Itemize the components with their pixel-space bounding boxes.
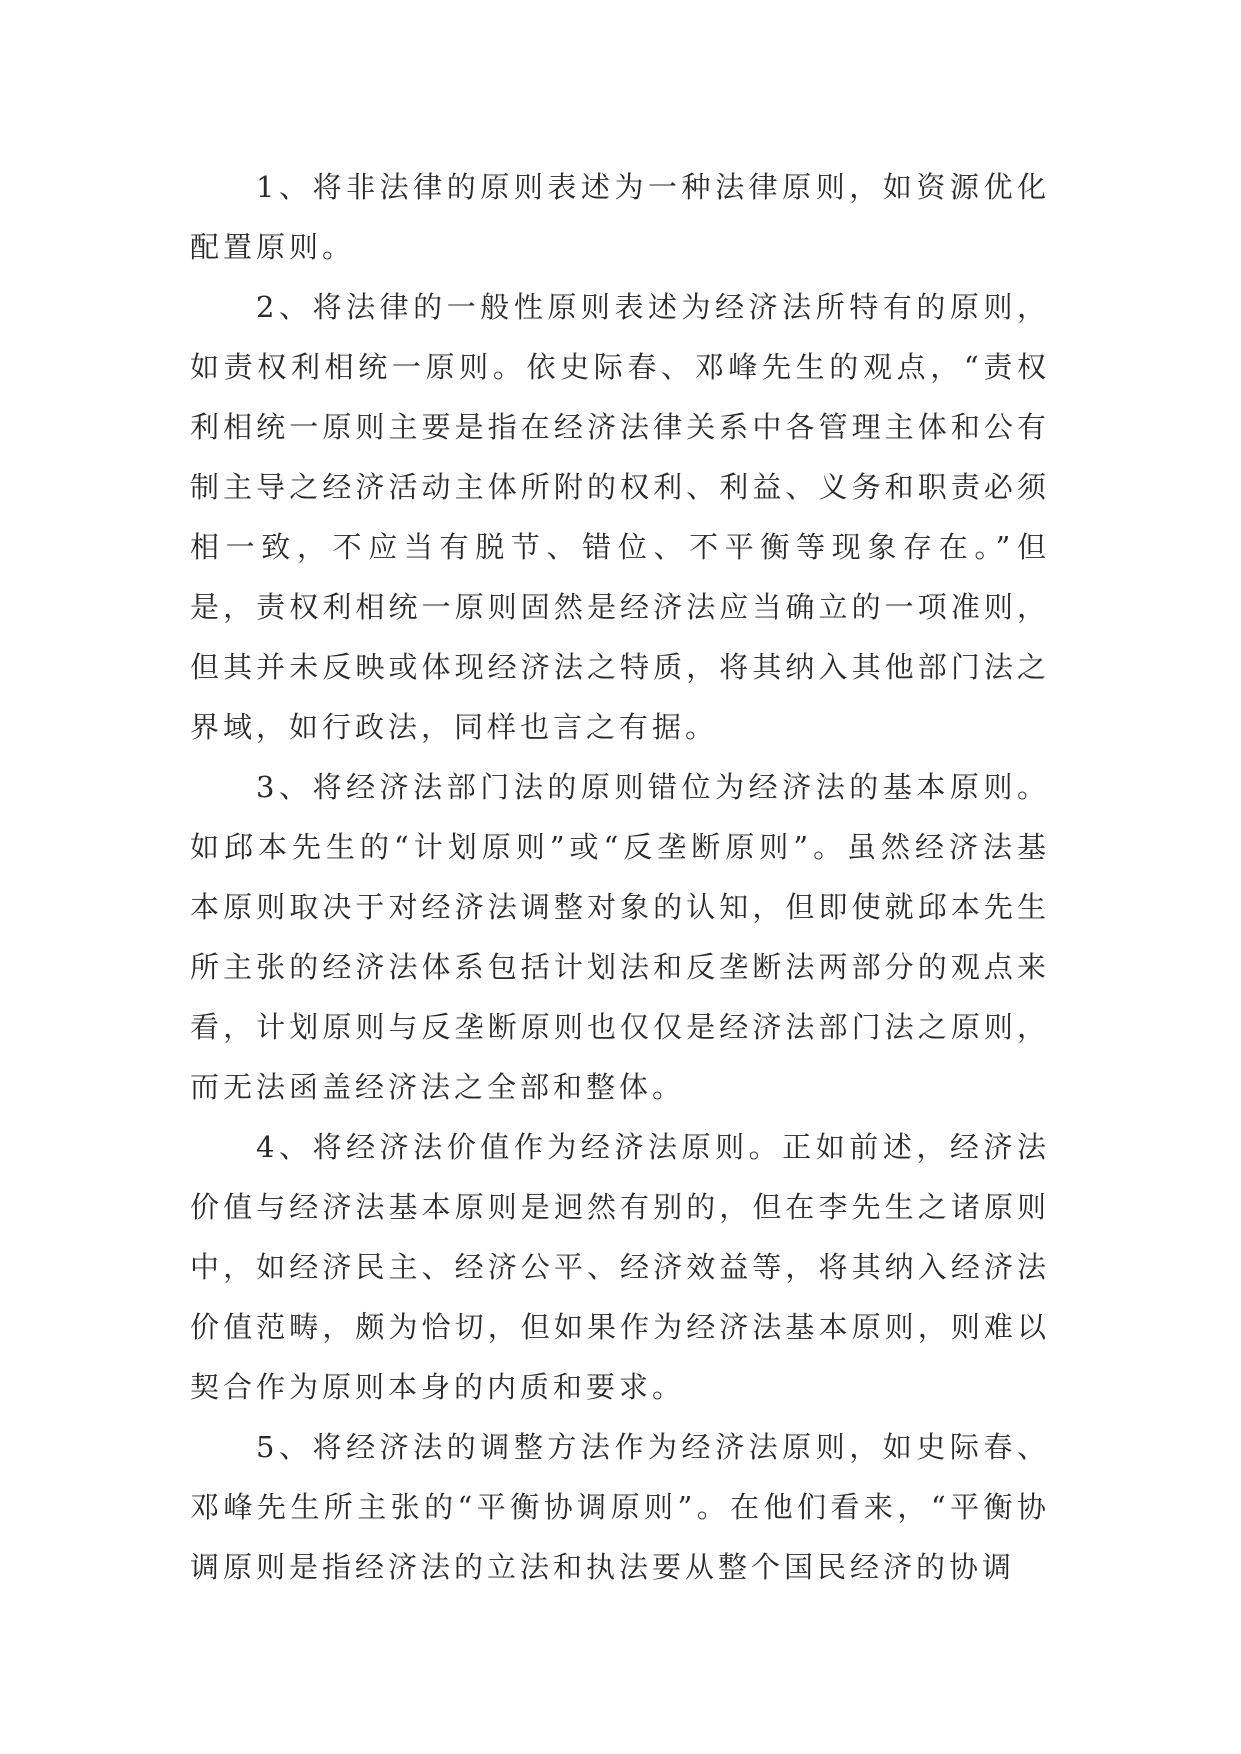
document-body (190, 157, 1050, 1597)
paragraph-3: 3、将经济法部门法的原则错位为经济法的基本原则。如邱本先生的“计划原则”或“反垄断原则”。虽然经济法基本原则取决于对经济法调整对象的认知，但即使就邱本先生所主张的经济法体系包括计划法和反垄断法两部分的观点来看，计划原则与反垄断原则也仅仅是经济法部门法之原则，而无法函盖经济法之全部和整体。 (190, 770, 1050, 1104)
paragraph-1: 1、将非法律的原则表述为一种法律原则，如资源优化配置原则。 (190, 170, 1050, 264)
paragraph-4: 4、将经济法价值作为经济法原则。正如前述，经济法价值与经济法基本原则是迥然有别的，但在李先生之诸原则中，如经济民主、经济公平、经济效益等，将其纳入经济法价值范畴，颇为恰切，但如果作为经济法基本原则，则难以契合作为原则本身的内质和要求。 (190, 1130, 1050, 1404)
paragraph-2: 2、将法律的一般性原则表述为经济法所特有的原则，如责权利相统一原则。依史际春、邓峰先生的观点，“责权利相统一原则主要是指在经济法律关系中各管理主体和公有制主导之经济活动主体所附的权利、利益、义务和职责必须相一致，不应当有脱节、错位、不平衡等现象存在。”但是，责权利相统一原则固然是经济法应当确立的一项准则，但其并未反映或体现经济法之特质，将其纳入其他部门法之界域，如行政法，同样也言之有据。 (190, 290, 1050, 744)
paragraph-5: 5、将经济法的调整方法作为经济法原则，如史际春、邓峰先生所主张的“平衡协调原则”。在他们看来，“平衡协调原则是指经济法的立法和执法要从整个国民经济的协调 (190, 1430, 1050, 1584)
